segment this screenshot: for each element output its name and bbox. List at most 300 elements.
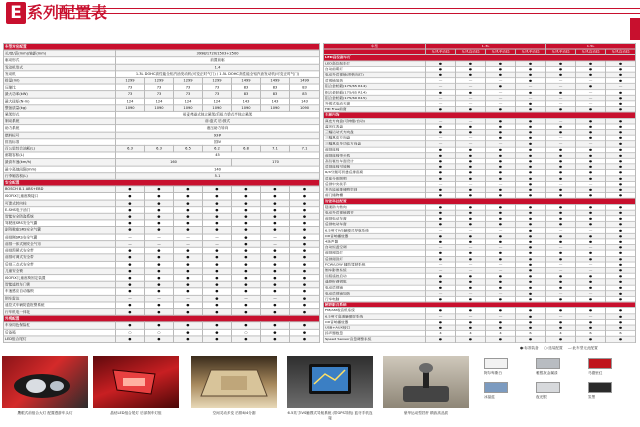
spec-value: ● [606, 233, 636, 239]
spec-value: ● [426, 233, 456, 239]
spec-value: ● [576, 170, 606, 176]
spec-value: ● [606, 222, 636, 228]
spec-value: ● [456, 176, 486, 182]
spec-value: ● [261, 322, 290, 329]
spec-value: 1090 [145, 105, 174, 112]
spec-value: ● [486, 210, 516, 216]
spec-value: — [546, 118, 576, 124]
spec-value: — [426, 227, 456, 233]
spec-value: ● [546, 210, 576, 216]
spec-value: — [456, 101, 486, 107]
spec-value: ● [426, 325, 456, 331]
spec-value: ● [426, 61, 456, 67]
spec-value: 1299 [174, 77, 203, 84]
spec-value: — [426, 245, 456, 251]
spec-value: ● [576, 222, 606, 228]
spec-value: ● [516, 193, 546, 199]
spec-value: 5.1 [116, 173, 320, 180]
spec-value: 1090 [203, 105, 232, 112]
spec-value: ● [606, 147, 636, 153]
spec-value: ● [546, 325, 576, 331]
spec-value: ● [145, 186, 174, 193]
spec-value: ● [516, 296, 546, 302]
spec-value: ● [145, 261, 174, 268]
spec-row [4, 322, 320, 329]
spec-label: 助力系统 [4, 125, 116, 132]
spec-row [4, 268, 320, 275]
spec-label: 前排预紧式安全带 [4, 247, 116, 254]
spec-value: 1499 [290, 77, 320, 84]
color-swatch-name: 马德里红 [588, 371, 603, 375]
spec-value: ● [290, 200, 320, 207]
spec-value: — [426, 101, 456, 107]
spec-value: 7.1 [261, 145, 290, 152]
spec-value: ● [426, 147, 456, 153]
spec-value: ● [426, 216, 456, 222]
spec-value: ● [486, 158, 516, 164]
spec-value: ● [576, 337, 606, 343]
spec-value: — [145, 295, 174, 302]
spec-value: ● [486, 256, 516, 262]
spec-value: — [116, 241, 145, 248]
spec-value: — [576, 262, 606, 268]
spec-value: ● [486, 337, 516, 343]
spec-value: ● [456, 250, 486, 256]
spec-value: ● [606, 210, 636, 216]
spec-row [4, 241, 320, 248]
spec-row [4, 275, 320, 282]
spec-row [4, 234, 320, 241]
spec-value: ● [546, 61, 576, 67]
spec-value: — [516, 84, 546, 90]
spec-value: ● [606, 216, 636, 222]
spec-value: ● [232, 275, 261, 282]
spec-value: ● [486, 193, 516, 199]
spec-value: ● [606, 72, 636, 78]
spec-value: — [576, 78, 606, 84]
spec-value: ● [290, 227, 320, 234]
spec-value: ● [203, 227, 232, 234]
spec-label: 倒车影像系统 [324, 268, 426, 274]
spec-value: ● [116, 186, 145, 193]
spec-value: ● [606, 164, 636, 170]
spec-label: USB+AUX接口 [324, 325, 426, 331]
spec-value: ● [456, 216, 486, 222]
spec-value: ● [516, 147, 546, 153]
spec-value: ● [606, 268, 636, 274]
spec-label: 车身同色保险杠 [4, 322, 116, 329]
spec-value: ● [290, 193, 320, 200]
spec-value: ● [116, 200, 145, 207]
spec-value: ● [606, 273, 636, 279]
spec-value: — [456, 227, 486, 233]
spec-label: LED高位刹车灯 [324, 61, 426, 67]
spec-value: ● [516, 72, 546, 78]
spec-value: ● [456, 61, 486, 67]
section-title: 安全配置 [4, 179, 320, 186]
spec-value: 1499 [232, 77, 261, 84]
spec-value: ● [261, 227, 290, 234]
spec-value: ● [516, 245, 546, 251]
spec-value: ● [606, 296, 636, 302]
spec-value: ● [486, 176, 516, 182]
spec-value: — [546, 78, 576, 84]
spec-row [4, 193, 320, 200]
spec-label: 后排中央扶手 [324, 181, 426, 187]
spec-value: 73 [145, 84, 174, 91]
spec-value: ● [232, 193, 261, 200]
spec-label: ISOFIX儿童座椅接口 [4, 193, 116, 200]
spec-value: ● [261, 254, 290, 261]
header-rule [58, 8, 640, 14]
spec-value: ● [426, 176, 456, 182]
spec-value: ● [486, 233, 516, 239]
spec-value: ● [486, 204, 516, 210]
spec-value: ● [456, 325, 486, 331]
spec-value: ● [486, 216, 516, 222]
spec-label: 前门储物槽 [324, 193, 426, 199]
spec-value: ● [145, 200, 174, 207]
spec-value: ● [606, 187, 636, 193]
spec-row [4, 302, 320, 309]
spec-value: ● [606, 170, 636, 176]
spec-label: 邮箱容积(L) [4, 152, 116, 159]
header [0, 0, 640, 42]
spec-value: 83 [290, 91, 320, 98]
spec-value: ● [516, 250, 546, 256]
spec-value: ● [546, 107, 576, 113]
spec-value: ● [576, 233, 606, 239]
spec-value: — [426, 291, 456, 297]
spec-value: ● [546, 158, 576, 164]
spec-value: ● [606, 141, 636, 147]
spec-value: ● [116, 308, 145, 315]
spec-value: — [546, 268, 576, 274]
model-name-cell: 乐风手动挡 [486, 49, 516, 55]
spec-value: ● [174, 302, 203, 309]
spec-value: ● [546, 250, 576, 256]
spec-value: ● [174, 247, 203, 254]
spec-label: 扬声器数量 [324, 331, 426, 337]
color-swatch [536, 358, 560, 369]
spec-value: ● [116, 275, 145, 282]
spec-value: — [576, 291, 606, 297]
spec-value: ● [516, 273, 546, 279]
spec-label: 车速感应自动落锁 [4, 288, 116, 295]
spec-value: ● [174, 254, 203, 261]
spec-value: ● [606, 250, 636, 256]
color-swatch-name: 阿尔卑斯白 [484, 371, 502, 375]
spec-value: ● [426, 164, 456, 170]
spec-value: ● [145, 322, 174, 329]
spec-value: ● [232, 261, 261, 268]
spec-value: 83 [232, 91, 261, 98]
spec-value: ● [516, 337, 546, 343]
spec-label: 前排座椅 [324, 147, 426, 153]
spec-value: 73 [203, 91, 232, 98]
photo-taillight [93, 356, 179, 408]
spec-value: ● [261, 336, 290, 343]
spec-value: ● [516, 118, 546, 124]
spec-value: ● [203, 336, 232, 343]
spec-label: 最大功率(kW) [4, 91, 116, 98]
spec-label: ISOFIX儿童座椅固定装置 [4, 275, 116, 282]
group-header-cell: 1.3L [426, 43, 546, 49]
spec-value: ● [456, 124, 486, 130]
spec-value: ● [426, 279, 456, 285]
spec-value: ● [261, 281, 290, 288]
spec-label: 驱动形式 [4, 57, 116, 64]
spec-value: ● [486, 135, 516, 141]
spec-label: 制动系统 [4, 118, 116, 125]
spec-value: ● [261, 329, 290, 336]
spec-label: 后座分体照明 [324, 176, 426, 182]
spec-value: ● [456, 308, 486, 314]
spec-value: ● [546, 89, 576, 95]
spec-value: ● [516, 268, 546, 274]
spec-value: ● [174, 288, 203, 295]
spec-value: ● [426, 210, 456, 216]
color-swatch [484, 358, 508, 369]
photo-caption: 豪华运动型挡杆 精致高品质 [403, 411, 449, 415]
section-title: 车型对应配置 [4, 43, 320, 50]
spec-label: E-SHS电子油门 [4, 207, 116, 214]
spec-value: ● [426, 239, 456, 245]
spec-value: ● [606, 107, 636, 113]
spec-value: ● [456, 66, 486, 72]
photo-navigation [287, 356, 373, 408]
spec-value: ● [116, 302, 145, 309]
spec-value: — [576, 268, 606, 274]
spec-value: — [456, 84, 486, 90]
spec-value: ● [516, 291, 546, 297]
spec-value: ● [606, 101, 636, 107]
spec-value: ● [290, 241, 320, 248]
spec-value: ● [426, 222, 456, 228]
spec-value: ○ [145, 329, 174, 336]
spec-value: — [456, 135, 486, 141]
spec-value: — [576, 245, 606, 251]
spec-value: 73 [116, 91, 145, 98]
photo-headlight [2, 356, 88, 408]
spec-value: ● [516, 222, 546, 228]
spec-value: ● [576, 72, 606, 78]
spec-row [4, 50, 320, 57]
spec-row [4, 166, 320, 173]
spec-value: ● [576, 130, 606, 136]
spec-label: 发动机形式 [4, 64, 116, 71]
spec-value: ● [203, 254, 232, 261]
spec-value: 143 [261, 98, 290, 105]
spec-value: ● [516, 216, 546, 222]
spec-value: 3998/1720/1503+2500 [116, 50, 320, 57]
spec-value: ● [174, 275, 203, 282]
spec-value: ● [606, 285, 636, 291]
section-title: LED高位刹车灯 [324, 55, 636, 61]
spec-value: — [174, 295, 203, 302]
spec-value: ● [606, 325, 636, 331]
spec-value: ● [606, 153, 636, 159]
spec-value: ● [576, 204, 606, 210]
model-name-cell: 乐风自动挡 [606, 49, 636, 55]
spec-value: — [486, 95, 516, 101]
spec-value: ● [546, 176, 576, 182]
spec-value: ● [145, 302, 174, 309]
spec-value: ● [426, 193, 456, 199]
spec-value: ● [290, 261, 320, 268]
spec-value: — [426, 141, 456, 147]
spec-value: ● [456, 170, 486, 176]
left-spec-table [3, 43, 320, 343]
spec-value: ● [516, 187, 546, 193]
spec-value: ● [486, 170, 516, 176]
spec-value: — [576, 227, 606, 233]
spec-value: ● [261, 193, 290, 200]
spec-value: ● [546, 66, 576, 72]
spec-value: 6 [576, 331, 606, 337]
spec-value: — [174, 234, 203, 241]
spec-value: ● [576, 279, 606, 285]
spec-row [4, 118, 320, 125]
spec-value: 4 [456, 331, 486, 337]
spec-label: Speed Sensor音量调整系统 [324, 337, 426, 343]
spec-value: ● [516, 256, 546, 262]
spec-value: — [456, 314, 486, 320]
spec-value: 6.8 [232, 145, 261, 152]
spec-value: — [486, 262, 516, 268]
spec-value: ● [516, 325, 546, 331]
spec-value: ● [232, 288, 261, 295]
spec-value: ● [516, 89, 546, 95]
spec-value: ● [576, 216, 606, 222]
spec-value: ● [576, 107, 606, 113]
spec-value: ● [203, 275, 232, 282]
spec-value: 1090 [232, 105, 261, 112]
spec-value: ● [261, 261, 290, 268]
spec-value: ● [516, 135, 546, 141]
spec-value: 1090 [261, 105, 290, 112]
spec-value: ● [426, 204, 456, 210]
taillight-illustration [93, 356, 179, 408]
spec-value: ● [546, 204, 576, 210]
spec-label: 6/4分割可折叠后排座椅 [324, 170, 426, 176]
spec-value: ● [576, 250, 606, 256]
spec-row [4, 336, 320, 343]
spec-value: ● [576, 308, 606, 314]
spec-value: — [486, 141, 516, 147]
spec-value: ● [546, 279, 576, 285]
spec-value: ● [516, 153, 546, 159]
spec-value: ● [456, 319, 486, 325]
spec-value: ● [456, 239, 486, 245]
spec-value: 1299 [203, 77, 232, 84]
spec-value: ● [546, 130, 576, 136]
spec-value: ● [516, 285, 546, 291]
spec-value: ● [426, 308, 456, 314]
spec-value: ● [426, 130, 456, 136]
color-swatch [536, 382, 560, 393]
spec-label: 后备箱 [4, 329, 116, 336]
spec-value: ● [116, 281, 145, 288]
spec-value: — [486, 227, 516, 233]
spec-value: ● [576, 135, 606, 141]
model-name-cell: 乐风自动挡 [576, 49, 606, 55]
spec-value: ● [486, 118, 516, 124]
spec-value: 4 [546, 331, 576, 337]
spec-label: 最小离地间隙(mm) [4, 166, 116, 173]
spec-value: ● [606, 291, 636, 297]
spec-label: FCW/LDW 辅助驾驶系统 [324, 262, 426, 268]
spec-value: ● [456, 130, 486, 136]
spec-value: ● [426, 337, 456, 343]
spec-value: ● [606, 78, 636, 84]
spec-label: 后视镜加热 [324, 78, 426, 84]
spec-label: 可溃式转向柱 [4, 200, 116, 207]
spec-row [4, 125, 320, 132]
spec-value: 4 [426, 331, 456, 337]
spec-value: ● [456, 153, 486, 159]
color-swatch-name: 冰晶蓝 [484, 395, 495, 399]
spec-value: ● [290, 207, 320, 214]
spec-row [4, 254, 320, 261]
spec-value: ● [516, 107, 546, 113]
spec-value: ● [261, 275, 290, 282]
spec-value: ● [486, 130, 516, 136]
spec-value: ● [426, 250, 456, 256]
spec-value: ● [576, 84, 606, 90]
spec-row [4, 91, 320, 98]
legend-standard: ●:标准装备 [520, 346, 539, 350]
spec-value: ● [232, 322, 261, 329]
spec-value: — [261, 241, 290, 248]
spec-value: ● [486, 250, 516, 256]
spec-label: 前排可调式安全带 [4, 254, 116, 261]
spec-value: 83 [261, 91, 290, 98]
spec-label: FM/AM收音机系统 [324, 308, 426, 314]
spec-value: ● [606, 89, 636, 95]
spec-value: ● [546, 296, 576, 302]
spec-value: ● [486, 308, 516, 314]
spec-value: ● [290, 336, 320, 343]
spec-value: ● [232, 336, 261, 343]
spec-value: ● [576, 239, 606, 245]
spec-label: 遥控式车辆防盗报警系统 [4, 302, 116, 309]
spec-value: ● [426, 153, 456, 159]
spec-value: ● [174, 200, 203, 207]
spec-value: — [456, 118, 486, 124]
spec-value: ● [232, 247, 261, 254]
spec-label: 后排电动车窗 [324, 222, 426, 228]
spec-value: ● [174, 261, 203, 268]
spec-value: — [145, 241, 174, 248]
section-title: 精彩影音系统 [324, 302, 636, 308]
spec-value: ● [232, 308, 261, 315]
spec-value: 前:盘式 后:鼓式 [116, 118, 320, 125]
spec-value: ● [516, 170, 546, 176]
spec-value: ● [203, 207, 232, 214]
spec-value: ● [516, 101, 546, 107]
spec-label: LED组合尾灯 [4, 336, 116, 343]
color-swatch [588, 382, 612, 393]
spec-value: ● [546, 337, 576, 343]
spec-value: ● [203, 288, 232, 295]
spec-value: ● [290, 234, 320, 241]
spec-label: 前排电动车窗 [324, 216, 426, 222]
spec-row [4, 308, 320, 315]
spec-value: ● [261, 308, 290, 315]
spec-row [4, 57, 320, 64]
spec-value: ● [486, 187, 516, 193]
